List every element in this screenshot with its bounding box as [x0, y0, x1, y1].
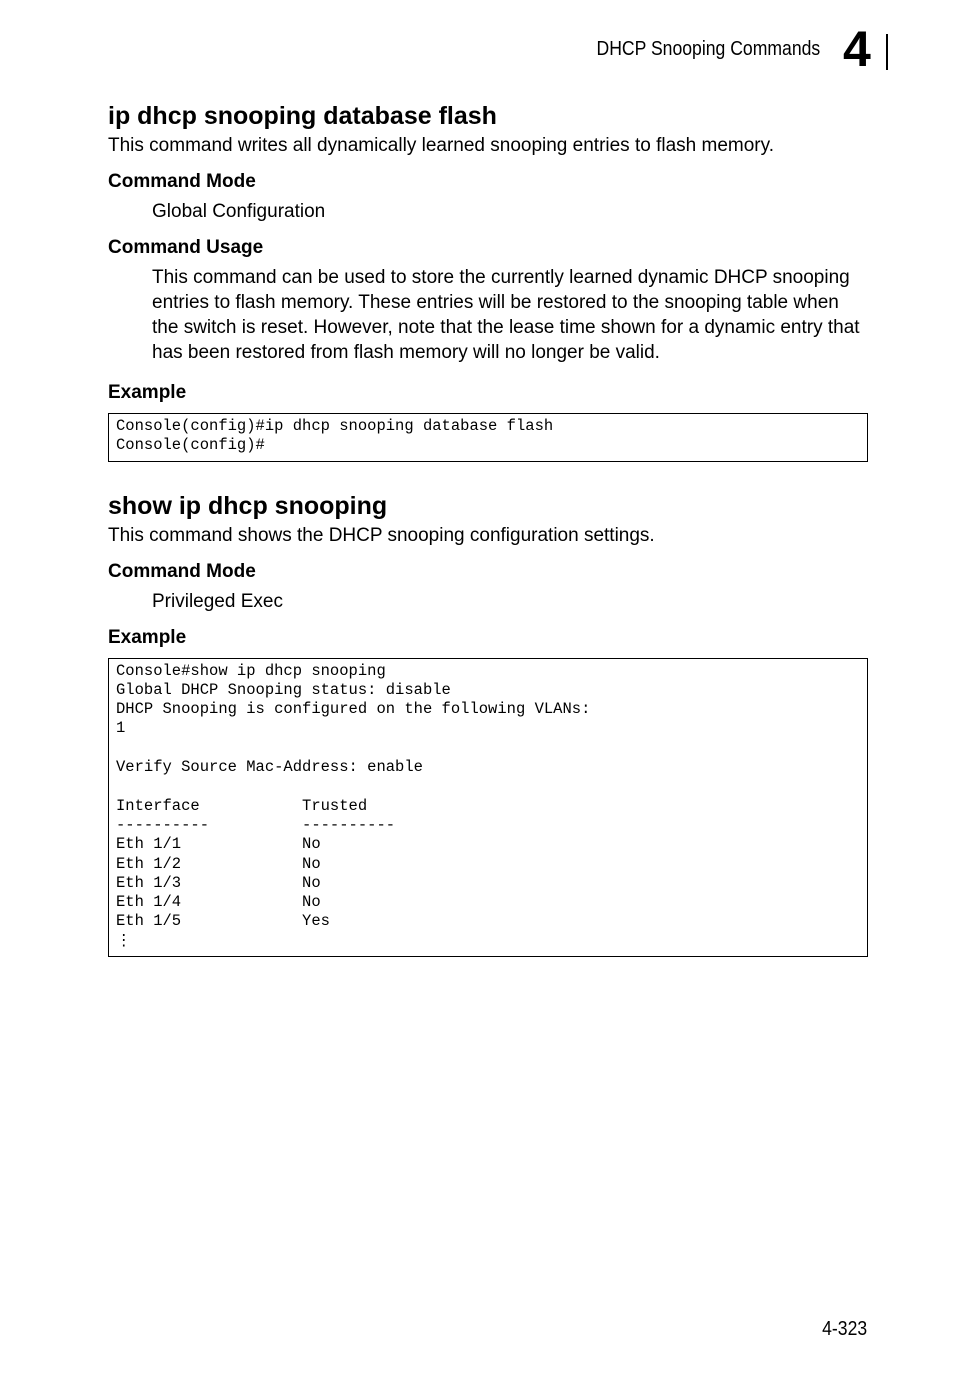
section-description: This command shows the DHCP snooping configuration settings.: [108, 524, 655, 546]
example-heading: Example: [108, 626, 187, 648]
example-code-block: Console#show ip dhcp snooping Global DHCP Snooping status: disable DHCP Snooping is configured on the following VLANs: 1 Verify Source Mac-Address: enable Interface Trusted ---------- ---------- Eth 1/1 No Eth 1/2 No Eth 1/3 No Eth 1/4 No Eth 1/5 Yes ⋮: [108, 658, 868, 957]
command-mode-value: Global Configuration: [152, 201, 326, 222]
chapter-number: 4: [843, 21, 871, 77]
command-usage-heading: Command Usage: [108, 237, 264, 258]
command-mode-heading: Command Mode: [108, 171, 256, 192]
page-content: [108, 99, 868, 957]
section-title: show ip dhcp snooping: [108, 491, 388, 520]
section-ip-dhcp-snooping-database-flash: [108, 99, 868, 462]
command-mode-heading: Command Mode: [108, 560, 256, 582]
section-title: ip dhcp snooping database flash: [108, 102, 497, 130]
command-usage-text: This command can be used to store the currently learned dynamic DHCP snooping entries to flash memory. These entries will be restored to the snooping table when the switch is reset. However, note that the lease time shown for a dynamic entry that has been restored from flash memory will no longer be valid.: [152, 267, 860, 363]
section-description: This command writes all dynamically learned snooping entries to flash memory.: [108, 135, 774, 156]
page-number: 4-323: [821, 1318, 867, 1340]
command-mode-value: Privileged Exec: [152, 590, 283, 612]
section-show-ip-dhcp-snooping: [108, 489, 868, 957]
example-code-block: Console(config)#ip dhcp snooping database flash Console(config)#: [108, 413, 868, 462]
chapter-divider: [886, 34, 888, 70]
header-title: DHCP Snooping Commands: [596, 38, 820, 60]
example-heading: Example: [108, 382, 187, 403]
